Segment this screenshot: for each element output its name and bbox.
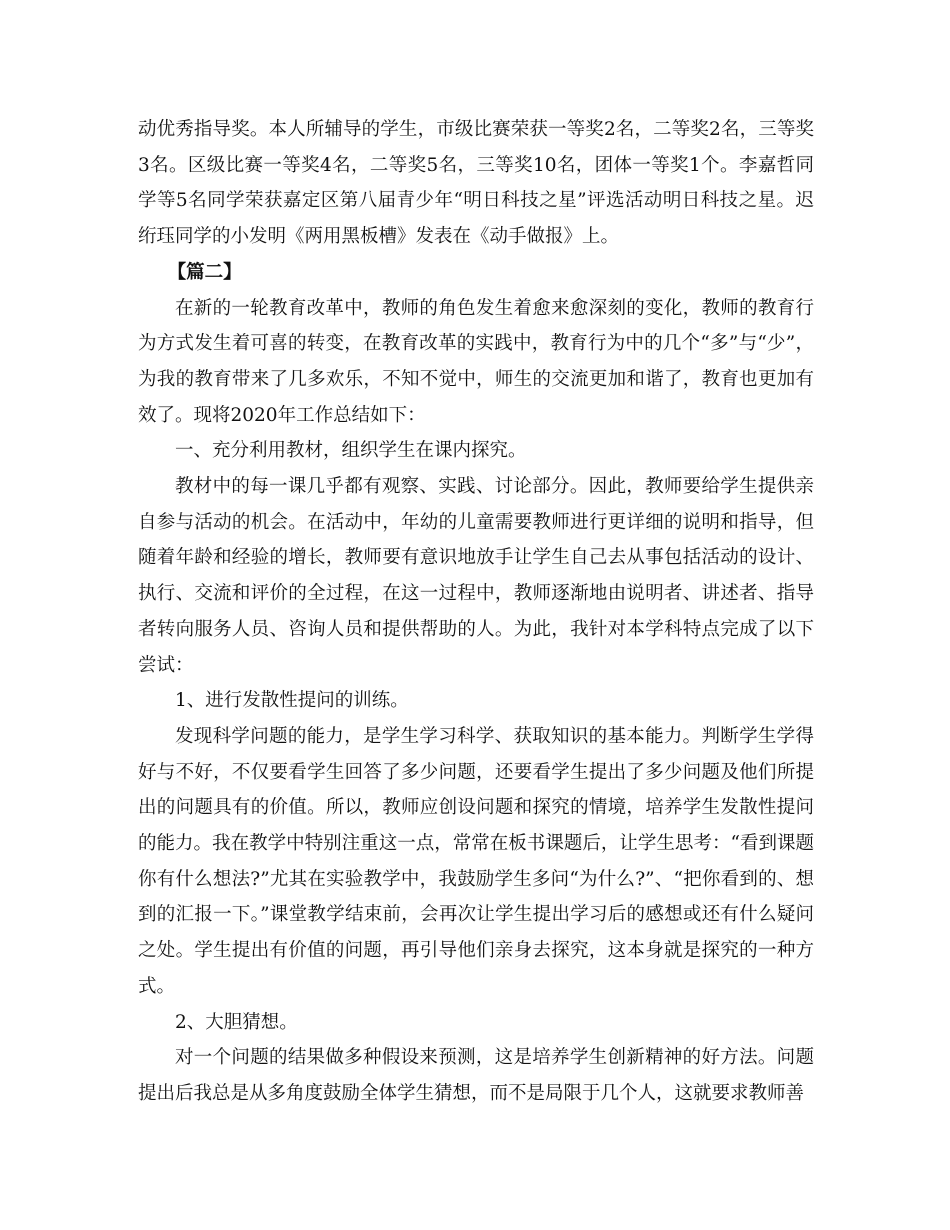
subheading-bold-guessing: 2、大胆猜想。 [175, 1011, 298, 1033]
paragraph-intro: 在新的一轮教育改革中，教师的角色发生着愈来愈深刻的变化，教师的教育行为方式发生着可喜的转变，在教育改革的实践中，教育行为中的几个“多”与“少”，为我的教育带来了几多欢乐，不知不觉中，师生的交流更加和谐了，教育也更加有效了。现将2020年工作总结如下： [138, 297, 814, 426]
paragraph-hypothesis: 对一个问题的结果做多种假设来预测，这是培养学生创新精神的好方法。问题提出后我总是从多角度鼓励全体学生猜想，而不是局限于几个人，这就要求教师善 [138, 1047, 814, 1104]
section-heading-part-two: 【篇二】 [167, 261, 242, 283]
paragraph-questioning-ability: 发现科学问题的能力，是学生学习科学、获取知识的基本能力。判断学生学得好与不好，不仅要看学生回答了多少问题，还要看学生提出了多少问题及他们所提出的问题具有的价值。所以，教师应创设问题和探究的情境，培养学生发散性提问的能力。我在教学中特别注重这一点，常常在板书课题后，让学生思考：“看到课题你有什么想法?”尤其在实验教学中，我鼓励学生多问“为什么?”、“把你看到的、想到的汇报一下。”课堂教学结束前，会再次让学生提出学习后的感想或还有什么疑问之处。学生提出有价值的问题，再引导他们亲身去探究，这本身就是探究的一种方式。 [138, 725, 814, 997]
paragraph-textbook-activities: 教材中的每一课几乎都有观察、实践、讨论部分。因此，教师要给学生提供亲自参与活动的机会。在活动中，年幼的儿童需要教师进行更详细的说明和指导，但随着年龄和经验的增长，教师要有意识地放手让学生自己去从事包括活动的设计、执行、交流和评价的全过程，在这一过程中，教师逐渐地由说明者、讲述者、指导者转向服务人员、咨询人员和提供帮助的人。为此，我针对本学科特点完成了以下尝试： [138, 476, 814, 676]
document-body [138, 112, 814, 1112]
paragraph-continuation: 动优秀指导奖。本人所辅导的学生，市级比赛荣获一等奖2名，二等奖2名，三等奖3名。区级比赛一等奖4名，二等奖5名，三等奖10名，团体一等奖1个。李嘉哲同学等5名同学荣获嘉定区第八届青少年“明日科技之星”评选活动明日科技之星。迟绗珏同学的小发明《两用黑板槽》发表在《动手做报》上。 [138, 119, 814, 248]
subheading-divergent-questions: 1、进行发散性提问的训练。 [175, 690, 409, 712]
section-heading-one: 一、充分利用教材，组织学生在课内探究。 [175, 440, 527, 462]
